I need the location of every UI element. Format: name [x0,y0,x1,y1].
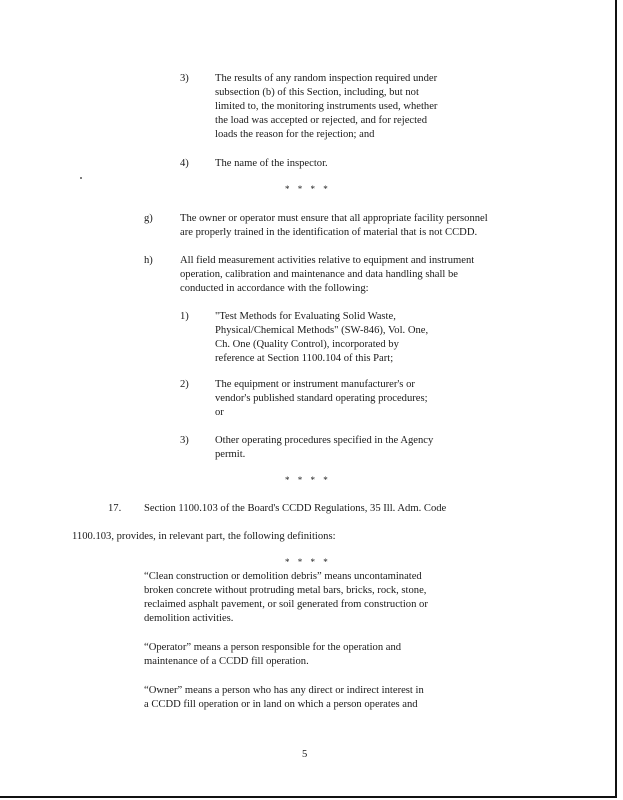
h-item1-line-3: Ch. One (Quality Control), incorporated by [215,339,399,350]
def-operator-line-2: maintenance of a CCDD fill operation. [144,656,309,667]
para17-line-2: 1100.103, provides, in relevant part, the following definitions: [72,531,336,542]
h-item1-line-2: Physical/Chemical Methods" (SW-846), Vol. One, [215,325,429,336]
para-g-line-1: The owner or operator must ensure that all appropriate facility personnel [180,213,488,224]
para17-number: 17. [108,503,122,514]
h-item1-line-4: reference at Section 1100.104 of this Part; [215,353,394,364]
h-item2-line-3: or [215,407,224,418]
def-ccdd-line-1: “Clean construction or demolition debris” means uncontaminated [144,571,422,582]
para-h-line-2: operation, calibration and maintenance and data handling shall be [180,269,458,280]
def-ccdd-line-4: demolition activities. [144,613,234,624]
para-g-letter: g) [144,213,153,224]
item4-text: The name of the inspector. [215,158,328,169]
para17-line-1: Section 1100.103 of the Board's CCDD Regulations, 35 Ill. Adm. Code [144,503,447,514]
def-operator-line-1: “Operator” means a person responsible for the operation and [144,642,402,653]
item4-number: 4) [180,158,189,169]
item3-line-2: subsection (b) of this Section, including, but not [215,87,419,98]
h-item3-line-2: permit. [215,449,246,460]
h-item3-number: 3) [180,435,189,446]
para-g-line-2: are properly trained in the identification of material that is not CCDD. [180,227,478,238]
def-ccdd-line-3: reclaimed asphalt pavement, or soil generated from construction or [144,599,428,610]
ellipsis-stars-3: * * * * [285,557,331,567]
item3-line-3: limited to, the monitoring instruments used, whether [215,101,438,112]
h-item3-line-1: Other operating procedures specified in the Agency [215,435,434,446]
h-item2-line-2: vendor's published standard operating procedures; [215,393,428,404]
item3-line-5: loads the reason for the rejection; and [215,129,375,140]
scan-speck [80,177,82,179]
def-ccdd-line-2: broken concrete without protruding metal bars, bricks, rock, stone, [144,585,427,596]
h-item2-line-1: The equipment or instrument manufacturer's or [215,379,415,390]
para-h-line-3: conducted in accordance with the following: [180,283,369,294]
item3-number: 3) [180,73,189,84]
page-number: 5 [302,749,308,760]
def-owner-line-2: a CCDD fill operation or in land on which a person operates and [144,699,418,710]
item3-line-4: the load was accepted or rejected, and for rejected [215,115,428,126]
h-item1-line-1: "Test Methods for Evaluating Solid Waste, [215,311,396,322]
para-h-line-1: All field measurement activities relative to equipment and instrument [180,255,475,266]
item3-line-1: The results of any random inspection required under [215,73,438,84]
para-h-letter: h) [144,255,153,266]
h-item1-number: 1) [180,311,189,322]
h-item2-number: 2) [180,379,189,390]
ellipsis-stars-1: * * * * [285,184,331,194]
def-owner-line-1: “Owner” means a person who has any direct or indirect interest in [144,685,424,696]
ellipsis-stars-2: * * * * [285,475,331,485]
